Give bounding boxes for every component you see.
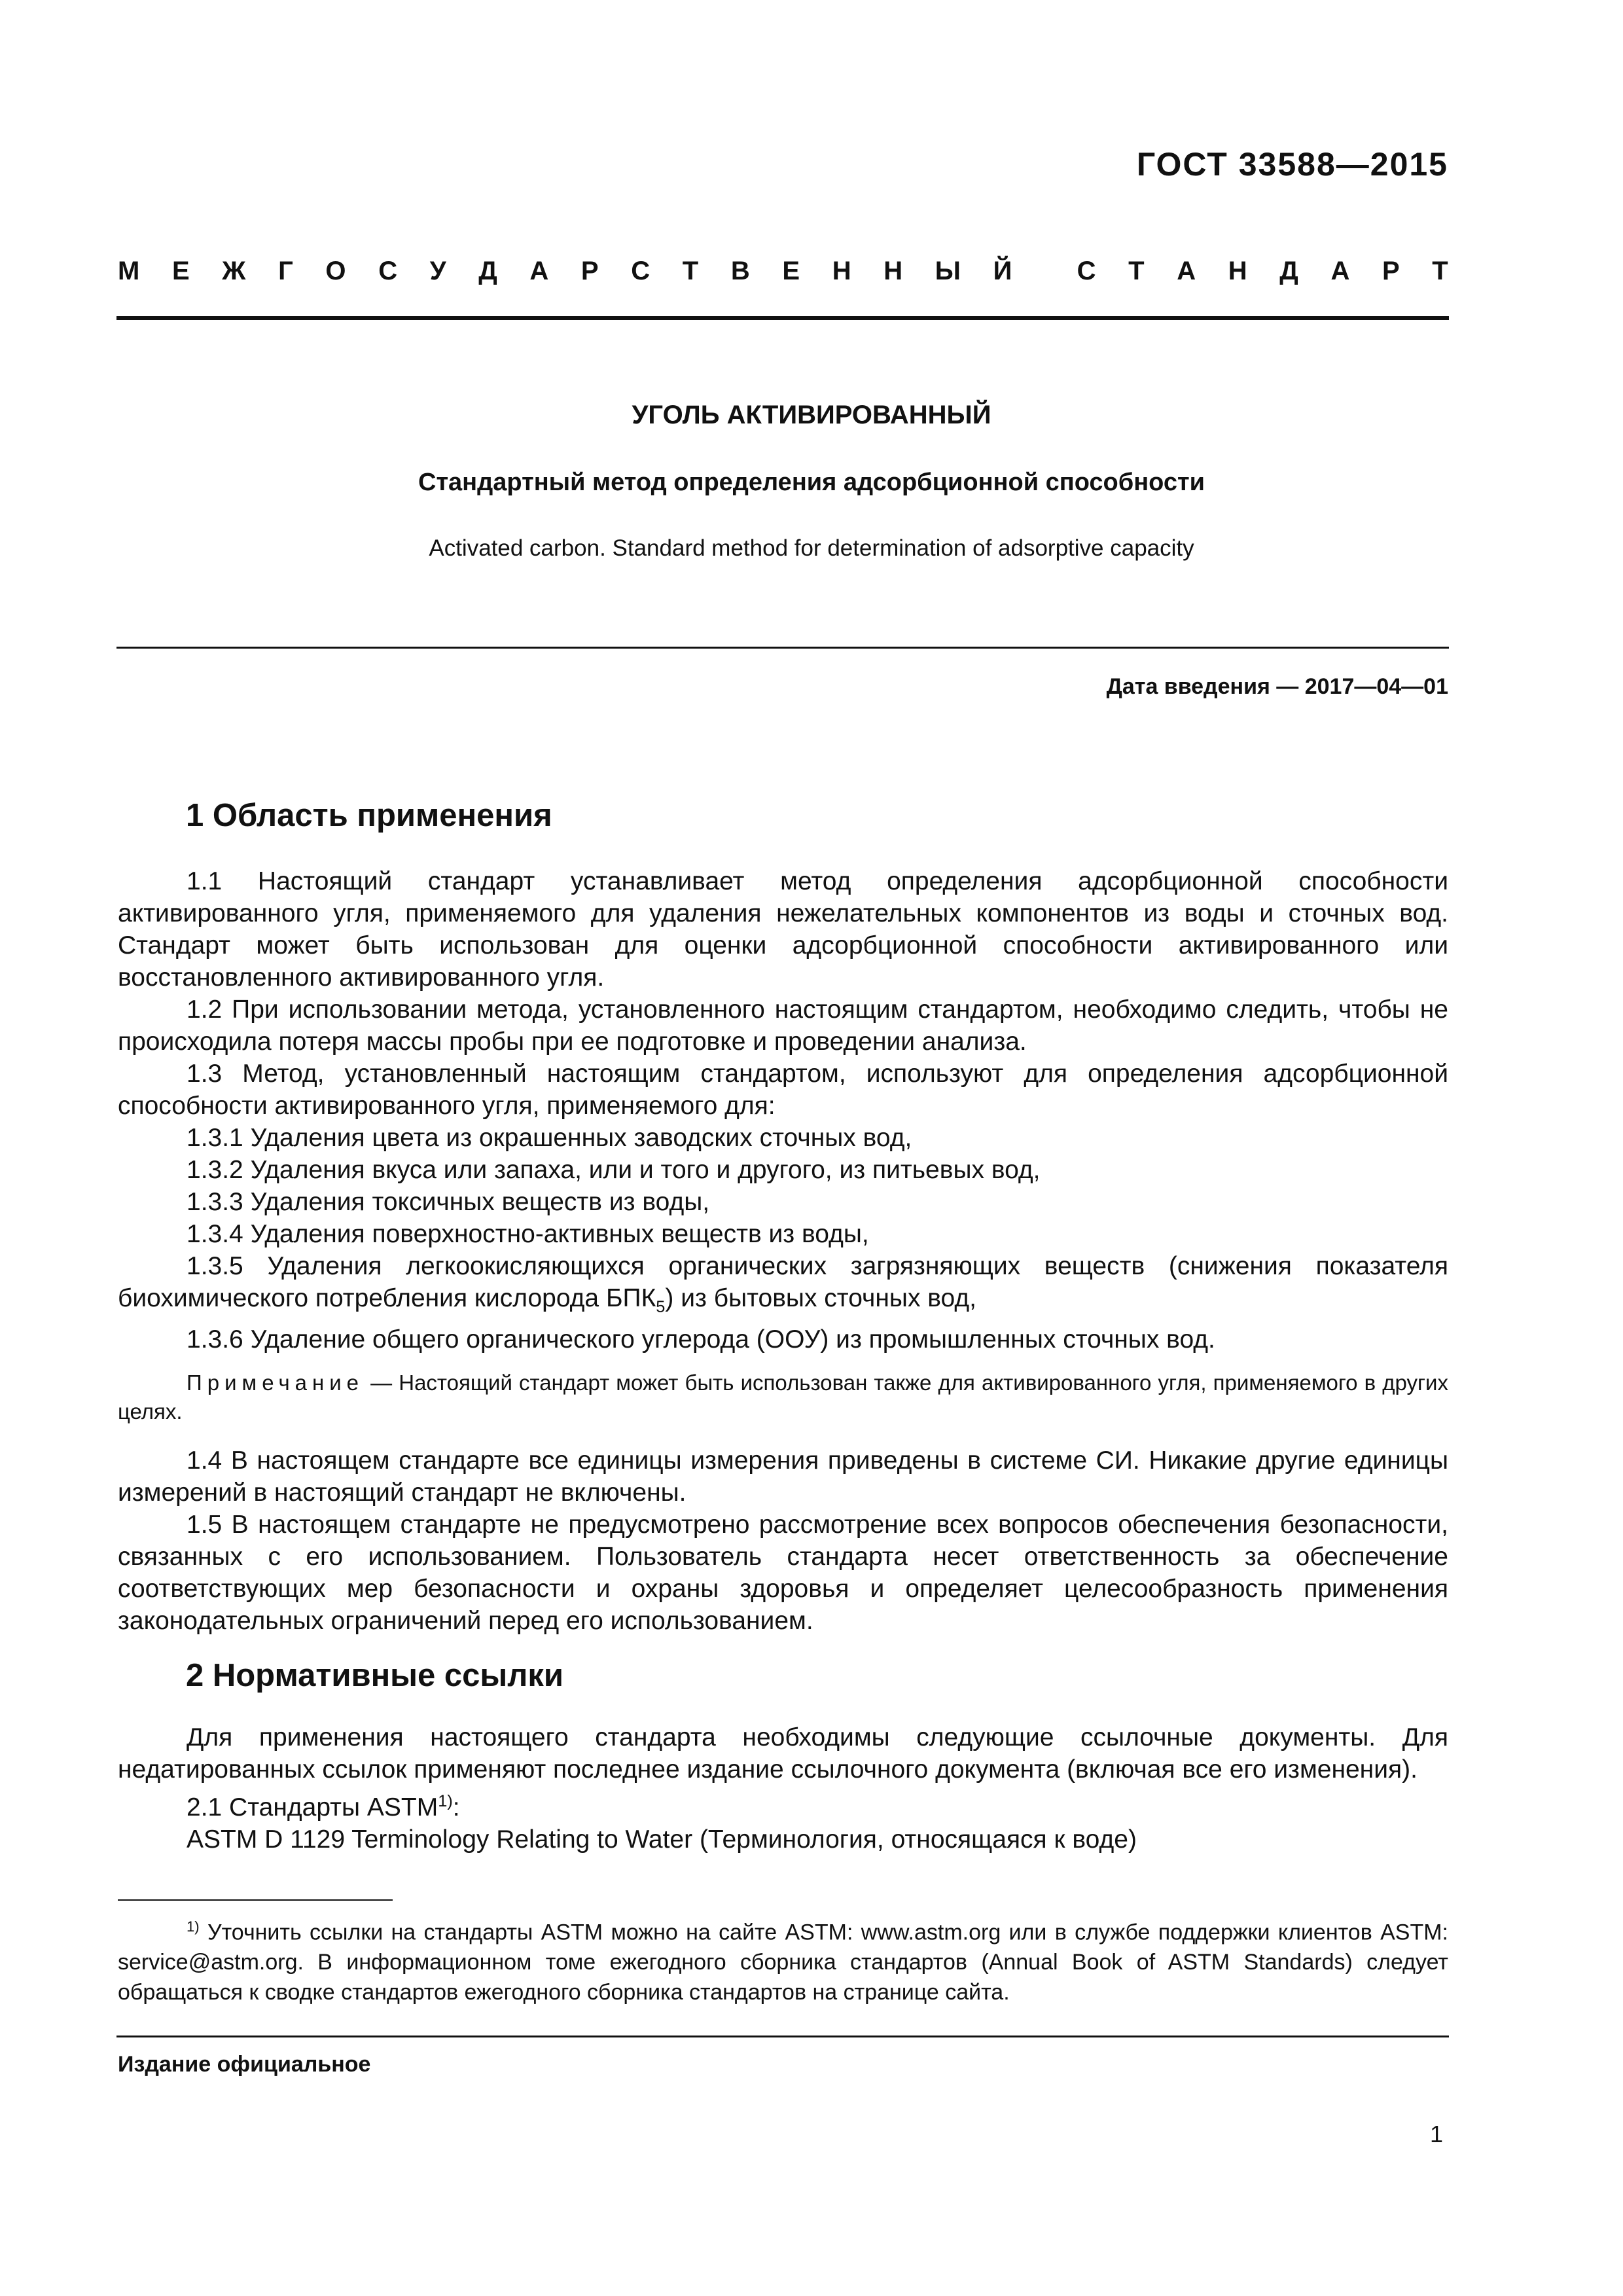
paragraph-1-3-5-text: 1.3.5 Удаления легкоокисляющихся органических загрязняющих веществ (снижения показателя биохимического потребления кислорода БПК xyxy=(118,1252,1448,1312)
subscript: 5 xyxy=(656,1297,666,1316)
page-number: 1 xyxy=(1429,2121,1443,2147)
title-divider xyxy=(116,647,1449,649)
banner-letter: С xyxy=(378,257,398,285)
footnote-separator xyxy=(118,1899,393,1901)
footnote-number: 1) xyxy=(187,1918,200,1935)
document-number: ГОСТ 33588—2015 xyxy=(1136,146,1448,183)
banner-letter: Е xyxy=(782,257,800,285)
banner-letter: Р xyxy=(1382,257,1400,285)
banner-letter: Н xyxy=(883,257,903,285)
paragraph-1-4: 1.4 В настоящем стандарте все единицы измерения приведены в системе СИ. Никакие другие единицы измерений в настоящий стандарт не включены. xyxy=(118,1446,1448,1507)
banner-letter: Е xyxy=(171,257,190,285)
banner-letter: А xyxy=(1330,257,1350,285)
banner-letter: Ж xyxy=(222,257,246,285)
banner-letter: В xyxy=(730,257,750,285)
official-edition-label: Издание официальное xyxy=(118,2052,371,2077)
paragraph-2-1 xyxy=(118,1785,1448,1823)
paragraph-1-3-5 xyxy=(118,1250,1448,1323)
paragraph-1-3-4: 1.3.4 Удаления поверхностно-активных веществ из воды, xyxy=(187,1220,869,1248)
section-1-heading: 1 Область применения xyxy=(186,798,552,833)
paragraph-1-1: 1.1 Настоящий стандарт устанавливает метод определения адсорбционной способности активированного угля, применяемого для удаления нежелательных компонентов из воды и сточных вод. Стандарт может быть использован для оценки адсорбционной способности активированного или восстановленного активированного угля. xyxy=(118,867,1448,992)
banner-letter: Н xyxy=(1228,257,1247,285)
note-text: — Настоящий стандарт может быть использован также для активированного угля, применяемого в других целях. xyxy=(118,1370,1448,1424)
paragraph-1-3: 1.3 Метод, установленный настоящим стандартом, используют для определения адсорбционной способности активированного угля, применяемого для: xyxy=(118,1060,1448,1120)
banner-letter: Д xyxy=(1279,257,1298,285)
document-title-english: Activated carbon. Standard method for determination of adsorptive capacity xyxy=(429,535,1194,561)
footnote xyxy=(118,1912,1448,2007)
banner-letter: Р xyxy=(580,257,599,285)
astm-reference: ASTM D 1129 Terminology Relating to Water (Терминология, относящаяся к воде) xyxy=(187,1825,1137,1854)
section-2-body xyxy=(118,1721,1448,1856)
introduction-date: Дата введения — 2017—04—01 xyxy=(1106,674,1448,699)
paragraph-1-2: 1.2 При использовании метода, установленного настоящим стандартом, необходимо следить, чтобы не происходила потеря массы пробы при ее подготовке и проведении анализа. xyxy=(118,996,1448,1056)
document-subtitle: Стандартный метод определения адсорбционной способности xyxy=(418,469,1205,496)
paragraph-1-3-3: 1.3.3 Удаления токсичных веществ из воды, xyxy=(187,1188,710,1216)
banner-letter: А xyxy=(529,257,549,285)
paragraph-1-3-1: 1.3.1 Удаления цвета из окрашенных заводских сточных вод, xyxy=(187,1124,912,1152)
banner-letter: С xyxy=(1077,257,1096,285)
paragraph-2-1-text: 2.1 Стандарты ASTM xyxy=(187,1793,438,1821)
footer-divider xyxy=(116,2036,1449,2037)
banner-letter: Г xyxy=(278,257,293,285)
banner-letter: Ы xyxy=(935,257,961,285)
paragraph-1-3-6: 1.3.6 Удаление общего органического углерода (ООУ) из промышленных сточных вод. xyxy=(187,1325,1215,1354)
banner-letter: С xyxy=(631,257,651,285)
paragraph-1-5: 1.5 В настоящем стандарте не предусмотрено рассмотрение всех вопросов обеспечения безопасности, связанных с его использованием. Пользователь стандарта несет ответственность за обеспечение соответствующих мер безопасности и охраны здоровья и определяет целесообразность применения законодательных ограничений перед его использованием. xyxy=(118,1510,1448,1635)
note xyxy=(118,1369,1448,1426)
note-label: Примечание xyxy=(187,1370,365,1395)
banner-letter: А xyxy=(1177,257,1196,285)
banner-letter: У xyxy=(429,257,446,285)
banner-letter: Т xyxy=(682,257,699,285)
standard-type-banner xyxy=(118,257,1448,286)
section-2-heading: 2 Нормативные ссылки xyxy=(186,1658,563,1693)
banner-letter: Д xyxy=(478,257,497,285)
banner-letter: Т xyxy=(1128,257,1145,285)
header-divider xyxy=(116,316,1449,320)
paragraph-1-3-2: 1.3.2 Удаления вкуса или запаха, или и того и другого, из питьевых вод, xyxy=(187,1156,1041,1184)
section-1-body xyxy=(118,865,1448,1637)
footnote-marker: 1) xyxy=(438,1792,453,1810)
banner-letter: М xyxy=(118,257,140,285)
paragraph-1-3-5-end: ) из бытовых сточных вод, xyxy=(665,1284,976,1312)
banner-letter: О xyxy=(325,257,346,285)
banner-letter: Й xyxy=(993,257,1012,285)
document-title: УГОЛЬ АКТИВИРОВАННЫЙ xyxy=(632,401,991,429)
colon: : xyxy=(452,1793,460,1821)
paragraph-2-intro: Для применения настоящего стандарта необходимы следующие ссылочные документы. Для недатированных ссылок применяют последнее издание ссылочного документа (включая все его изменения). xyxy=(118,1723,1448,1784)
banner-letter: Т xyxy=(1432,257,1448,285)
banner-letter: Н xyxy=(832,257,851,285)
footnote-text: Уточнить ссылки на стандарты ASTM можно на сайте ASTM: www.astm.org или в службе поддержки клиентов ASTM: service@astm.org. В информационном томе ежегодного сборника стандартов (Annual Book of ASTM Standards) следует обращаться к сводке стандартов ежегодного сборника стандартов на странице сайта. xyxy=(118,1920,1448,2005)
